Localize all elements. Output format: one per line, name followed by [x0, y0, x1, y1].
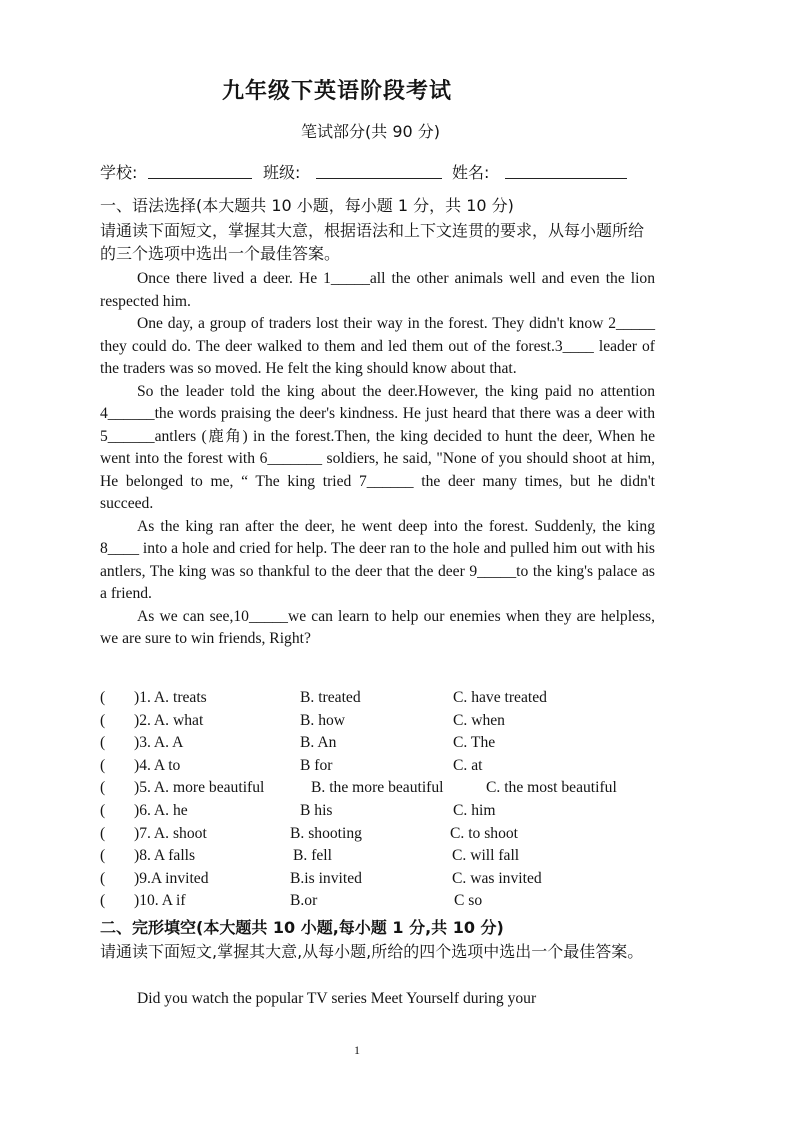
answer-bracket[interactable]: ( — [100, 756, 106, 774]
question-row — [100, 734, 660, 757]
question-row — [100, 779, 660, 802]
option-a: )2. A. what — [134, 711, 204, 729]
question-row — [100, 825, 660, 848]
section1-passage — [100, 268, 655, 651]
question-row — [100, 870, 660, 893]
page-number: 1 — [354, 1043, 360, 1057]
class-blank[interactable] — [316, 178, 442, 179]
option-a: )3. A. A — [134, 734, 184, 752]
option-c: C. at — [453, 756, 483, 774]
option-a: )4. A to — [134, 756, 181, 774]
option-b: B. how — [300, 711, 346, 729]
answer-bracket[interactable]: ( — [100, 869, 106, 887]
name-blank[interactable] — [505, 178, 627, 179]
option-c: C. to shoot — [450, 824, 519, 842]
question-row — [100, 712, 660, 735]
question-options-list — [100, 689, 660, 915]
option-a: )6. A. he — [134, 801, 188, 819]
option-a: )10. A if — [134, 892, 186, 910]
option-a: )8. A falls — [134, 847, 196, 865]
answer-bracket[interactable]: ( — [100, 892, 106, 910]
name-label: 姓名: — [452, 163, 490, 182]
option-c: C. will fall — [452, 847, 520, 865]
question-row — [100, 689, 660, 712]
passage-paragraph: Did you watch the popular TV series Meet Yourself during your — [137, 990, 537, 1007]
section2-passage — [100, 988, 655, 1011]
answer-bracket[interactable]: ( — [100, 824, 106, 842]
option-b: B. treated — [300, 689, 361, 706]
option-b: B.is invited — [290, 869, 362, 887]
passage-paragraph: As the king ran after the deer, he went deep into the forest. Suddenly, the king 8____ into a hole and cried for help. The deer ran to the hole and pulled him out with his antlers, The king was so thankful to the deer that the deer 9_____to the king's palace as a friend. — [100, 517, 655, 602]
passage-paragraph: So the leader told the king about the deer.However, the king paid no attention 4______the words praising the deer's kindness. He just heard that there was a deer with 5______antlers (鹿角) in the forest.Then, the king decided to hunt the deer, When he went into the forest with 6_______ soldiers, he said, "None of you should shoot at him, He belonged to me, “ The king tried 7______ the deer many times, but he didn't succeed. — [100, 382, 655, 512]
option-a: )1. A. treats — [134, 689, 207, 706]
answer-bracket[interactable]: ( — [100, 689, 106, 706]
school-blank[interactable] — [148, 178, 252, 179]
section1-heading: 一、语法选择(本大题共 10 小题，每小题 1 分，共 10 分) — [100, 196, 514, 215]
option-b: B. shooting — [290, 824, 362, 842]
option-c: C. The — [453, 734, 496, 752]
option-c: C. the most beautiful — [486, 779, 617, 797]
class-label: 班级: — [263, 163, 301, 182]
section2-instruction: 请通读下面短文,掌握其大意,从每小题,所给的四个选项中选出一个最佳答案。 — [100, 942, 644, 961]
answer-bracket[interactable]: ( — [100, 801, 106, 819]
school-label: 学校: — [100, 163, 138, 182]
question-row — [100, 757, 660, 780]
passage-paragraph: As we can see,10_____we can learn to help our enemies when they are helpless, we are sure to win friends, Right? — [100, 607, 655, 647]
answer-bracket[interactable]: ( — [100, 779, 106, 797]
option-a: )9.A invited — [134, 869, 209, 887]
question-row — [100, 847, 660, 870]
option-a: )7. A. shoot — [134, 824, 207, 842]
option-b: B.or — [290, 892, 318, 910]
option-c: C. him — [453, 801, 496, 819]
option-b: B his — [300, 801, 333, 819]
exam-subtitle: 笔试部分(共 90 分) — [301, 122, 441, 141]
question-row — [100, 802, 660, 825]
answer-bracket[interactable]: ( — [100, 711, 106, 729]
passage-paragraph: One day, a group of traders lost their way in the forest. They didn't know 2_____ they could do. The deer walked to them and led them out of the forest.3____ leader of the traders was so moved. He felt the king should know about that. — [100, 315, 655, 377]
option-b: B. An — [300, 734, 337, 752]
option-c: C. was invited — [452, 869, 542, 887]
option-c: C so — [454, 892, 483, 910]
option-a: )5. A. more beautiful — [134, 779, 265, 797]
answer-bracket[interactable]: ( — [100, 734, 106, 752]
option-b: B. fell — [293, 847, 332, 865]
question-row — [100, 892, 660, 915]
option-c: C. have treated — [453, 689, 547, 706]
student-info-row — [100, 160, 660, 184]
option-b: B. the more beautiful — [311, 779, 444, 797]
option-b: B for — [300, 756, 333, 774]
passage-paragraph: Once there lived a deer. He 1_____all the other animals well and even the lion respected him. — [100, 270, 655, 310]
option-c: C. when — [453, 711, 505, 729]
section1-instruction: 请通读下面短文，掌握其大意，根据语法和上下文连贯的要求，从每小题所给的三个选项中选出一个最佳答案。 — [100, 221, 645, 263]
section2-heading: 二、完形填空(本大题共 10 小题,每小题 1 分,共 10 分) — [100, 918, 504, 937]
answer-bracket[interactable]: ( — [100, 847, 106, 865]
exam-title: 九年级下英语阶段考试 — [222, 79, 453, 104]
